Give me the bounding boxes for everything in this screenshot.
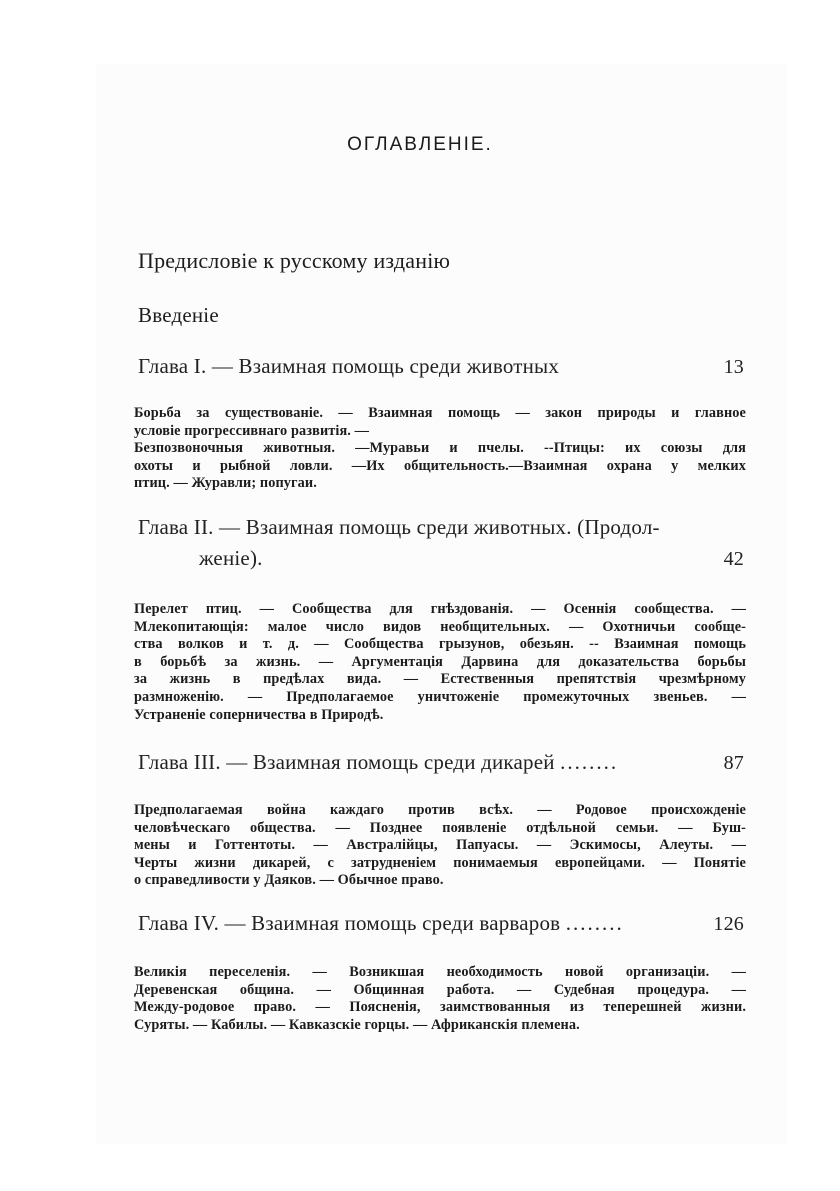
summary-line: Борьба за существованіе. — Взаимная помощь — закон природы и главное [134,405,746,421]
chapter-1-page: 13 [723,356,744,378]
summary-line: Между-родовое право. — Поясненія, заимствованныя из теперешней жизни. [134,999,746,1016]
summary-line: за жизнь в предѣлах вида. — Естественныя препятствія чрезмѣрному [134,671,746,688]
chapter-1-title: Глава I. — Взаимная помощь среди животных [138,354,560,378]
summary-line: Предполагаемая война каждаго против всѣх. — Родовое происхожденіе [134,802,746,818]
summary-line: охоты и рыбной ловли. —Их общительность.—Взаимная охрана у мелких [134,457,746,474]
summary-line: о справедливости у Даяков. — Обычное право. [134,872,444,889]
page-title: ОГЛАВЛЕНІЕ. [347,134,493,155]
chapter-4-title: Глава IV. — Взаимная помощь среди варваров [138,911,561,935]
summary-line: Устраненіе соперничества в Природѣ. [134,706,384,723]
toc-entry-introduction: Введеніе [138,303,219,327]
chapter-3-summary [134,802,746,890]
summary-line: мены и Готтентоты. — Австралійцы, Папуасы. — Эскимосы, Алеуты. — [134,837,746,854]
summary-line: в борьбѣ за жизнь. — Аргументація Дарвина для доказательства борьбы [134,653,746,670]
summary-line: Перелет птиц. — Сообщества для гнѣздованія. — Осеннія сообщества. — [134,601,746,617]
summary-line: Великія переселенія. — Возникшая необходимость новой организаціи. — [134,964,746,980]
chapter-2-title-cont: женіе). [199,546,263,570]
summary-line: Суряты. — Кабилы. — Кавказскіе горцы. — Африканскія племена. [134,1016,580,1033]
chapter-2-summary [134,601,746,724]
chapter-4-heading [138,911,744,936]
chapter-2-heading [138,515,744,571]
summary-line: Черты жизни дикарей, с затрудненіем понимаемыя европейцами. — Понятіе [134,854,746,871]
summary-line: ства волков и т. д. — Сообщества грызунов, обезьян. -- Взаимная помощь [134,636,746,653]
summary-line: Деревенская община. — Общинная работа. — Судебная процедура. — [134,981,746,998]
chapter-1-heading [138,354,744,379]
summary-line: условіе прогрессивнаго развитія. — [134,422,370,439]
chapter-2-page: 42 [723,548,744,570]
chapter-2-title: Глава II. — Взаимная помощь среди животных. (Продол- [138,515,660,539]
chapter-3-page: 87 [723,752,744,774]
chapter-3-leader: ........ [560,750,619,774]
chapter-4-summary [134,964,746,1034]
summary-line: размноженію. — Предполагаемое уничтоженіе промежуточных звеньев. — [134,688,746,705]
chapter-3-heading [138,750,744,775]
summary-line: человѣческаго общества. — Позднее появленіе отдѣльной семьи. — Буш- [134,819,746,836]
chapter-1-summary [134,405,746,493]
chapter-3-title: Глава III. — Взаимная помощь среди дикарей [138,750,555,774]
chapter-4-page: 126 [713,913,744,935]
toc-entry-preface: Предисловіе к русскому изданію [138,248,451,273]
chapter-4-leader: ........ [565,911,624,935]
summary-line: Млекопитающія: малое число видов необщительных. — Охотничьи сообще- [134,618,746,635]
summary-line: птиц. — Журавли; попугаи. [134,475,317,492]
summary-line: Безпозвоночныя животныя. —Муравьи и пчелы. --Птицы: их союзы для [134,440,746,457]
